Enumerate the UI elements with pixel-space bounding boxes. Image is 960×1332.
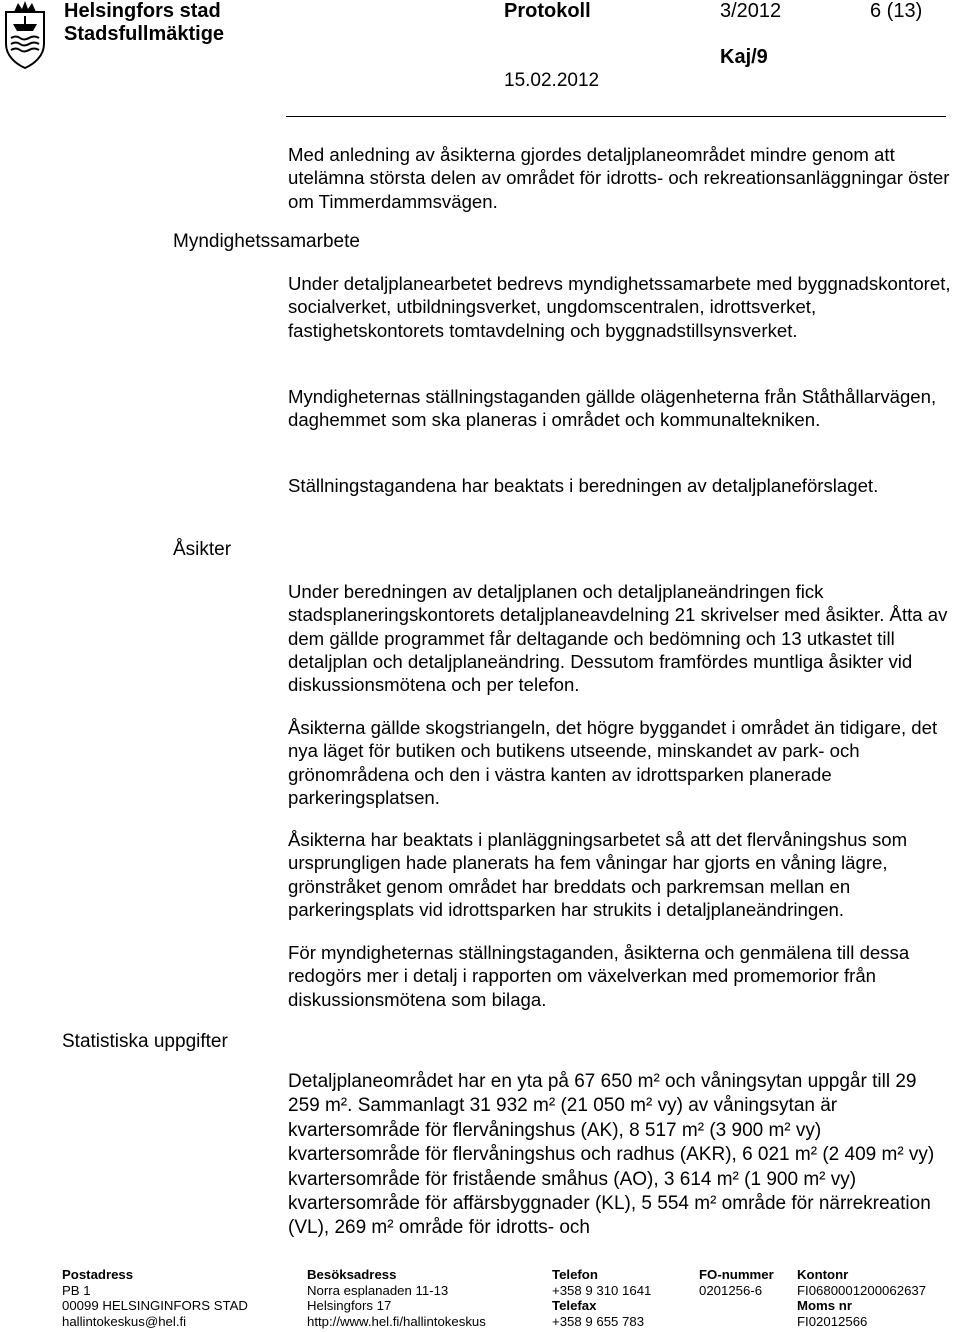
footer-besok-label: Besöksadress (307, 1267, 397, 1282)
footer-postadress-line1: PB 1 (62, 1282, 91, 1298)
footer-kontonr-value: FI0680001200062637 (797, 1282, 927, 1298)
paragraph-2: Under detaljplanearbetet bedrevs myndighetssamarbete med byggnadskontoret, socialverket, utbildningsverket, ungdomscentralen, idrottsverket, fastighetskontorets tomtavdelning och byggnadstillsynsverket. (288, 273, 951, 341)
paragraph-1: Med anledning av åsikterna gjordes detaljplaneområdet mindre genom att utelämna största delen av området för idrotts- och rekreationsanläggningar öster om Timmerdammsvägen. (288, 144, 950, 212)
paragraph-8: För myndigheternas ställningstaganden, åsikterna och genmälena till dessa redogörs mer i detalj i rapporten om växelverkan med promemorior från diskussionsmötena som bilaga. (288, 942, 910, 1010)
footer-kontonr-label: Kontonr (797, 1267, 849, 1282)
page-number: 6 (13) (870, 0, 923, 22)
paragraph-7: Åsikterna har beaktats i planläggningsarbetet så att det flervåningshus som ursprungligen hade planerats ha fem våningar har gjorts en våning lägre, grönstråket genom området har breddats och parkremsan mellan en parkeringsplats vid idrottsparken har strukits i detaljplaneändringen. (288, 829, 908, 920)
footer-fo-number (699, 1267, 774, 1298)
footer-account (797, 1267, 926, 1329)
footer-telefon-value: +358 9 310 1641 (552, 1282, 652, 1298)
paragraph-4: Ställningstagandena har beaktats i beredningen av detaljplaneförslaget. (288, 475, 879, 496)
footer-moms-label: Moms nr (797, 1298, 852, 1314)
body-name: Stadsfullmäktige (64, 23, 225, 45)
footer-besok-line2: Helsingfors 17 (307, 1298, 392, 1314)
paragraph-9: Detaljplaneområdet har en yta på 67 650 m² och våningsytan uppgår till 29 259 m². Sammanlagt 31 932 m² (21 050 m² vy) av våningsytan är kvartersområde för flervåningshus (AK), 8 517 m² (3 900 m² vy) kvartersområde för flervåningshus och radhus (AKR), 6 021 m² (2 409 m² vy) kvartersområde för fristående småhus (AO), 3 614 m² (1 900 m² vy) kvartersområde för affärsbyggnader (KL), 5 554 m² område för närrekreation (VL), 269 m² område för idrotts- och (288, 1071, 935, 1239)
footer-fo-value: 0201256-6 (699, 1282, 763, 1298)
footer-postadress-label: Postadress (62, 1267, 134, 1282)
footer-telefax-value: +358 9 655 783 (552, 1313, 645, 1329)
footer-telefon-label: Telefon (552, 1267, 598, 1282)
footer-fo-label: FO-nummer (699, 1267, 774, 1282)
header-divider (286, 116, 946, 117)
doc-type: Protokoll (504, 0, 591, 22)
heading-statistiska-uppgifter: Statistiska uppgifter (62, 1031, 228, 1052)
footer-besok-line1: Norra esplanaden 11-13 (307, 1282, 449, 1298)
footer-web-link[interactable]: http://www.hel.fi/hallintokeskus (307, 1313, 486, 1329)
paragraph-5: Under beredningen av detaljplanen och detaljplaneändringen fick stadsplaneringskontorets detaljplaneavdelning 21 skrivelser med åsikter. Åtta av dem gällde programmet får deltagande och bedömning och 13 utkastet till detaljplan och detaljplaneändring. Dessutom framfördes muntliga åsikter vid diskussionsmötena och per telefon. (288, 581, 948, 696)
footer-telefax-label: Telefax (552, 1298, 597, 1314)
org-name: Helsingfors stad (64, 0, 221, 22)
footer-postadress-line2: 00099 HELSINGINFORS STAD (62, 1298, 248, 1314)
doc-number: 3/2012 (720, 0, 782, 22)
footer-postadress (62, 1267, 248, 1329)
footer-moms-value: FI02012566 (797, 1313, 868, 1329)
meeting-date: 15.02.2012 (504, 70, 600, 91)
heading-asikter: Åsikter (173, 539, 232, 560)
helsinki-coat-of-arms-logo (2, 0, 48, 70)
paragraph-3: Myndigheternas ställningstaganden gällde olägenheterna från Ståthållarvägen, daghemmet som ska planeras i området och kommunaltekniken. (288, 386, 937, 431)
paragraph-6: Åsikterna gällde skogstriangeln, det högre byggandet i området än tidigare, det nya läget för butiken och butikens utseende, minskandet av park- och grönområdena och den i västra kanten av idrottsparken planerade parkeringsplatsen. (288, 717, 938, 808)
item-number: Kaj/9 (720, 46, 768, 68)
footer-besoksadress (307, 1267, 486, 1329)
footer-email-link[interactable]: hallintokeskus@hel.fi (62, 1313, 187, 1329)
footer-phone (552, 1267, 651, 1329)
heading-myndighetssamarbete: Myndighetssamarbete (173, 231, 360, 252)
